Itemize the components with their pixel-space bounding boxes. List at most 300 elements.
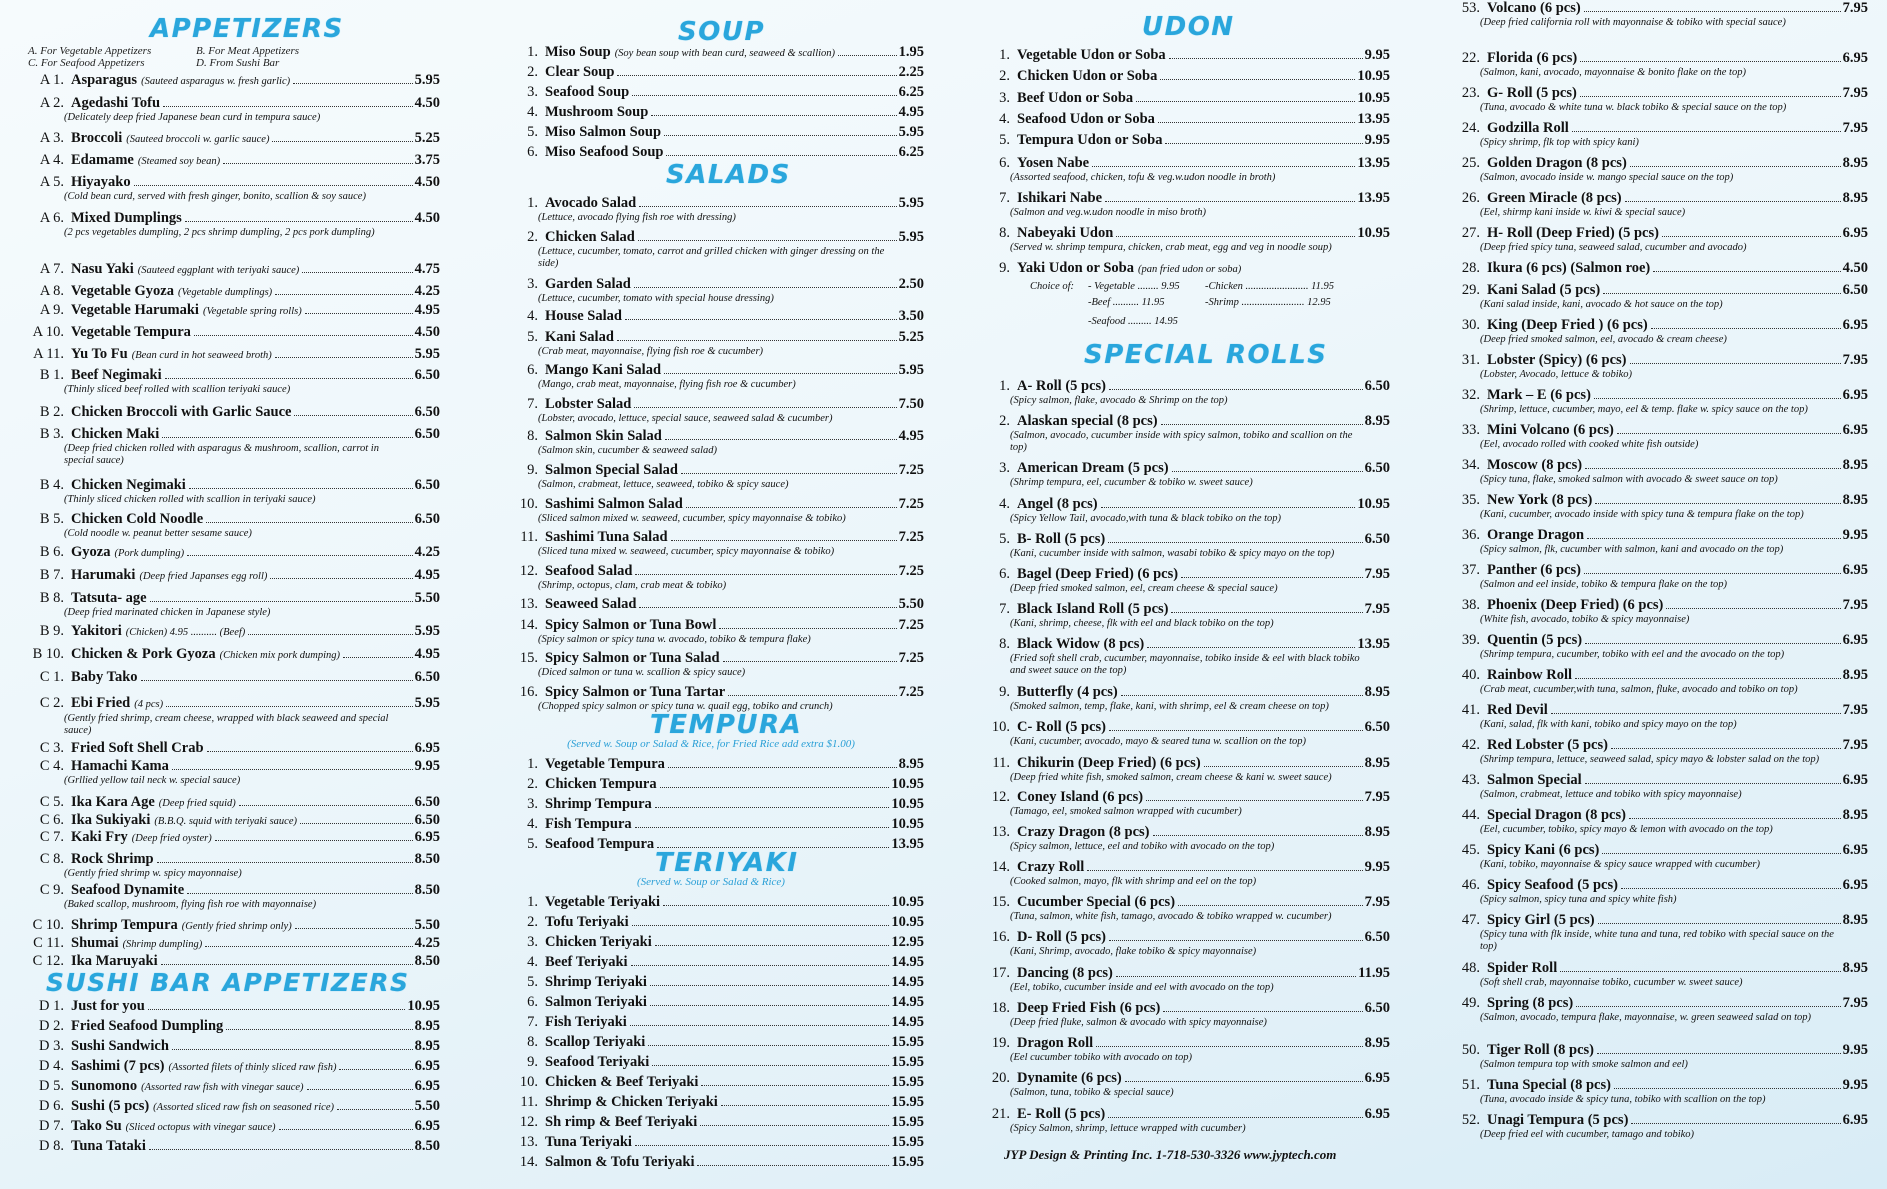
item-price: 6.95 <box>1842 1112 1868 1128</box>
dot-leader <box>1171 612 1362 613</box>
item-name: Gyoza <box>71 544 111 560</box>
item-price: 4.50 <box>1842 260 1868 276</box>
item-number: 14. <box>519 1154 538 1170</box>
item-name: Beef Teriyaki <box>545 954 628 970</box>
menu-item-line <box>20 72 440 90</box>
item-price: 5.25 <box>414 130 440 146</box>
item-description: (Diced salmon or tuna w. scallion & spicy sauce) <box>538 667 746 678</box>
menu-item-line <box>1440 260 1868 277</box>
item-description: (Gently fried shrimp, cream cheese, wrapped with black seaweed and special sauce) <box>64 713 389 736</box>
item-number: B 2. <box>39 404 64 420</box>
column-4 <box>1440 0 1868 1189</box>
item-number: 11. <box>992 755 1010 771</box>
item-number: A 3. <box>39 130 64 146</box>
item-name: Kaki Fry <box>71 829 128 845</box>
dot-leader <box>634 407 896 408</box>
item-name: Panther (6 pcs) <box>1487 562 1581 578</box>
choice-price: 11.95 <box>1141 297 1165 308</box>
item-name: Angel (8 pcs) <box>1017 496 1098 512</box>
item-name: Kani Salad (5 pcs) <box>1487 282 1601 298</box>
menu-item-ishikari-nabe <box>970 190 1390 219</box>
item-price: 6.50 <box>414 511 440 527</box>
legend-b: B. For Meat Appetizers <box>196 45 300 57</box>
dot-leader <box>1136 101 1355 102</box>
item-number: 1. <box>999 47 1010 63</box>
dot-leader <box>1096 1046 1363 1047</box>
item-description: (Salmon, crabmeat, lettuce and tobiko with spicy mayonnaise) <box>1480 789 1742 800</box>
menu-item-c-roll-5-pcs <box>970 719 1390 748</box>
item-number: 50. <box>1461 1042 1480 1058</box>
dot-leader <box>1653 271 1840 272</box>
item-description: (Shrimp, octopus, clam, crab meat & tobiko) <box>538 580 727 591</box>
menu-item-line <box>20 882 440 899</box>
menu-item-chicken-teriyaki <box>498 934 924 951</box>
menu-item-shumai <box>20 935 440 953</box>
item-number: 49. <box>1461 995 1480 1011</box>
item-price: 8.50 <box>414 953 440 969</box>
item-number: 51. <box>1461 1077 1480 1093</box>
menu-item-baby-tako <box>20 669 440 686</box>
dot-leader <box>272 141 412 142</box>
legend-a: A. For Vegetable Appetizers <box>28 45 152 57</box>
column-3 <box>970 0 1390 1189</box>
item-number: C 3. <box>39 740 64 756</box>
menu-item-line <box>20 511 440 528</box>
menu-item-line <box>20 152 440 170</box>
menu-item-sushi-sandwich <box>20 1038 440 1055</box>
item-note: (Sauteed eggplant with teriyaki sauce) <box>137 265 300 276</box>
dot-leader <box>134 185 413 186</box>
menu-item-red-devil <box>1440 702 1868 731</box>
item-name: Vegetable Teriyaki <box>545 894 661 910</box>
item-note: (Vegetable spring rolls) <box>202 306 302 317</box>
dot-leader <box>635 1145 889 1146</box>
item-name: Spring (8 pcs) <box>1487 995 1574 1011</box>
item-name: Red Devil <box>1487 702 1548 718</box>
item-number: 5. <box>527 836 538 852</box>
menu-item-kani-salad <box>498 329 924 358</box>
menu-item-line <box>970 636 1390 653</box>
menu-item-mango-kani-salad <box>498 362 924 391</box>
menu-item-line <box>20 324 440 341</box>
dot-leader <box>165 378 413 379</box>
menu-item-sashimi-salmon-salad <box>498 496 924 525</box>
item-description: (Salmon, crabmeat, lettuce, seaweed, tobiko & spicy sauce) <box>538 479 789 490</box>
item-name: Hamachi Kama <box>71 758 169 774</box>
dot-leader <box>660 787 890 788</box>
menu-item-line <box>1440 807 1868 824</box>
item-number: A 9. <box>39 302 64 318</box>
menu-item-line <box>970 68 1390 85</box>
item-price: 7.25 <box>898 563 924 579</box>
choice-label: Choice of: <box>1030 281 1075 292</box>
menu-item-line <box>970 531 1390 548</box>
section-title-special-rolls: SPECIAL ROLLS <box>1084 340 1328 370</box>
menu-item-yaki-udon-or-soba <box>970 260 1390 278</box>
dot-leader <box>1598 923 1841 924</box>
item-note: (Assorted filets of thinly sliced raw fish) <box>168 1062 337 1073</box>
menu-item-line <box>1440 120 1868 137</box>
dot-leader <box>617 340 897 341</box>
item-price: 6.50 <box>1364 929 1390 945</box>
menu-item-line <box>498 308 924 325</box>
dot-leader <box>1584 573 1841 574</box>
item-number: C 7. <box>39 829 64 845</box>
menu-item-vegetable-teriyaki <box>498 894 924 911</box>
item-note: (Pork dumpling) <box>114 548 185 559</box>
menu-item-fish-tempura <box>498 816 924 833</box>
menu-item-line <box>1440 1042 1868 1059</box>
item-number: C 12. <box>32 953 64 969</box>
item-number: 5. <box>999 531 1010 547</box>
item-price: 7.95 <box>1842 352 1868 368</box>
item-number: 29. <box>1461 282 1480 298</box>
menu-item-line <box>498 1054 924 1071</box>
dot-leader <box>1109 389 1363 390</box>
dot-leader <box>1163 1011 1362 1012</box>
item-name: Beef Negimaki <box>71 367 162 383</box>
item-name: Volcano (6 pcs) <box>1487 0 1581 16</box>
menu-item-kani-salad-5-pcs <box>1440 282 1868 311</box>
menu-item-chikurin-deep-fried-6-pcs <box>970 755 1390 784</box>
dot-leader <box>223 163 413 164</box>
item-price: 8.95 <box>1842 155 1868 171</box>
item-price: 6.95 <box>1842 50 1868 66</box>
item-price: 4.95 <box>414 302 440 318</box>
menu-item-dragon-roll <box>970 1035 1390 1064</box>
menu-item-salmon-and-tofu-teriyaki <box>498 1154 924 1171</box>
menu-item-just-for-you <box>20 998 440 1015</box>
menu-item-line <box>498 462 924 479</box>
dot-leader <box>194 335 413 336</box>
item-name: Butterfly (4 pcs) <box>1017 684 1118 700</box>
dot-leader <box>1087 870 1362 871</box>
item-number: 10. <box>519 1074 538 1090</box>
menu-item-quentin-5-pcs <box>1440 632 1868 661</box>
item-name: Tatsuta- age <box>71 590 147 606</box>
menu-item-line <box>1440 492 1868 509</box>
menu-item-line <box>970 225 1390 242</box>
menu-item-chicken-and-pork-gyoza <box>20 646 440 664</box>
item-number: 13. <box>519 596 538 612</box>
menu-item-line <box>1440 737 1868 754</box>
dot-leader <box>161 964 413 965</box>
menu-item-line <box>970 684 1390 701</box>
item-number: 15. <box>519 650 538 666</box>
item-number: 8. <box>527 1034 538 1050</box>
item-note: (Deep fried squid) <box>158 798 236 809</box>
menu-item-vegetable-tempura <box>20 324 440 341</box>
item-price: 6.50 <box>414 812 440 828</box>
menu-item-house-salad <box>498 308 924 325</box>
menu-item-line <box>498 796 924 813</box>
item-price: 9.95 <box>1364 47 1390 63</box>
menu-item-ebi-fried <box>20 695 440 736</box>
item-number: 38. <box>1461 597 1480 613</box>
item-number: 17. <box>991 965 1010 981</box>
item-price: 2.50 <box>898 276 924 292</box>
item-name: Orange Dragon <box>1487 527 1585 543</box>
item-description: (Cold noodle w. peanut better sesame sauce) <box>64 528 252 539</box>
item-price: 4.95 <box>898 428 924 444</box>
item-name: Yu To Fu <box>71 346 128 362</box>
menu-item-line <box>20 812 440 830</box>
item-description: (Deep fried eel with cucumber, tamago and tobiko) <box>1480 1129 1695 1140</box>
item-name: Avocado Salad <box>545 195 637 211</box>
item-number: A 11. <box>33 346 64 362</box>
item-name: Mango Kani Salad <box>545 362 662 378</box>
item-name: Miso Soup <box>545 44 611 60</box>
menu-item-line <box>20 935 440 953</box>
menu-item-nabeyaki-udon <box>970 225 1390 254</box>
item-description: (Spicy shrimp, flk top with spicy kani) <box>1480 137 1639 148</box>
menu-item-tuna-tataki <box>20 1138 440 1155</box>
menu-item-line <box>498 144 924 161</box>
item-name: Broccoli <box>71 130 123 146</box>
item-number: 3. <box>527 796 538 812</box>
dot-leader <box>1576 1006 1840 1007</box>
item-number: 7. <box>999 190 1010 206</box>
item-price: 10.95 <box>891 816 924 832</box>
item-name: Vegetable Tempura <box>71 324 191 340</box>
item-number: 27. <box>1461 225 1480 241</box>
item-price: 15.95 <box>891 1134 924 1150</box>
dot-leader <box>655 807 890 808</box>
item-name: Clear Soup <box>545 64 615 80</box>
menu-item-spicy-seafood-5-pcs <box>1440 877 1868 906</box>
item-price: 7.95 <box>1364 789 1390 805</box>
menu-item-line <box>20 590 440 607</box>
item-number: 16. <box>991 929 1010 945</box>
item-price: 6.50 <box>1364 719 1390 735</box>
item-description: (Spicy tuna with flk inside, white tuna and tuna, red tobiko with special sauce on the top) <box>1480 929 1834 952</box>
item-description: (Sliced tuna mixed w. seaweed, cucumber, spicy mayonnaise & tobiko) <box>538 546 835 557</box>
item-price: 6.25 <box>898 144 924 160</box>
item-description: (Crab meat, cucumber,with tuna, salmon, fluke, avocado and tobiko on top) <box>1480 684 1798 695</box>
menu-item-tempura-udon-or-soba <box>970 132 1390 149</box>
menu-item-butterfly-4-pcs <box>970 684 1390 713</box>
menu-item-line <box>20 1138 440 1155</box>
menu-item-line <box>498 229 924 246</box>
menu-item-line <box>1440 702 1868 719</box>
item-number: 28. <box>1461 260 1480 276</box>
item-price: 6.95 <box>414 829 440 845</box>
item-number: 16. <box>519 684 538 700</box>
menu-item-d-roll-5-pcs <box>970 929 1390 958</box>
item-note: (Vegetable dumplings) <box>177 287 273 298</box>
item-description: (Deep fried smoked salmon, eel, cream cheese & special sauce) <box>1010 583 1278 594</box>
item-price: 4.25 <box>414 283 440 299</box>
item-number: 12. <box>519 1114 538 1130</box>
menu-item-spicy-salmon-or-tuna-bowl <box>498 617 924 646</box>
item-description: (Delicately deep fried Japanese bean curd in tempura sauce) <box>64 112 321 123</box>
menu-item-line <box>1440 912 1868 929</box>
menu-item-angel-8-pcs <box>970 496 1390 525</box>
item-description: (Spicy salmon, lettuce, eel and tobiko with avocado on the top) <box>1010 841 1275 852</box>
menu-item-line <box>498 596 924 613</box>
dot-leader <box>206 522 412 523</box>
item-price: 8.95 <box>1842 667 1868 683</box>
item-description: (Tuna, salmon, white fish, tamago, avocado & tobiko wrapped w. cucumber) <box>1010 911 1332 922</box>
item-name: Sashimi Salmon Salad <box>545 496 683 512</box>
item-name: New York (8 pcs) <box>1487 492 1593 508</box>
dot-leader <box>215 840 413 841</box>
menu-item-line <box>1440 632 1868 649</box>
menu-item-yosen-nabe <box>970 155 1390 184</box>
dot-leader <box>648 1045 889 1046</box>
dot-leader <box>664 135 897 136</box>
item-description: (Deep fried smoked salmon, eel, avocado & cream cheese) <box>1480 334 1727 345</box>
dot-leader <box>728 695 896 696</box>
dot-leader <box>663 905 889 906</box>
item-price: 8.95 <box>1842 807 1868 823</box>
item-description: (Crab meat, mayonnaise, flying fish roe & cucumber) <box>538 346 764 357</box>
item-name: Just for you <box>71 998 145 1014</box>
item-note: (Deep fried oyster) <box>131 833 212 844</box>
menu-item-seafood-teriyaki <box>498 1054 924 1071</box>
menu-item-line <box>970 260 1390 278</box>
menu-item-cucumber-special-6-pcs <box>970 894 1390 923</box>
dot-leader <box>1662 236 1841 237</box>
item-price: 3.50 <box>898 308 924 324</box>
item-price: 6.50 <box>414 367 440 383</box>
item-name: Tempura Udon or Soba <box>1017 132 1163 148</box>
menu-item-mark-e-6-pcs <box>1440 387 1868 416</box>
item-name: Red Lobster (5 pcs) <box>1487 737 1608 753</box>
dot-leader <box>719 628 896 629</box>
menu-item-h-roll-deep-fried-5-pcs <box>1440 225 1868 254</box>
choice-shrimp: -Shrimp ........................ 12.95 <box>1205 297 1331 308</box>
menu-item-line <box>970 789 1390 806</box>
menu-item-line <box>498 650 924 667</box>
item-number: C 10. <box>32 917 64 933</box>
item-number: 53. <box>1461 0 1480 16</box>
item-name: Florida (6 pcs) <box>1487 50 1578 66</box>
menu-item-green-miracle-8-pcs <box>1440 190 1868 219</box>
menu-item-miso-soup <box>498 44 924 62</box>
item-description: (Baked scallop, mushroom, flying fish roe with mayonnaise) <box>64 899 317 910</box>
item-price: 7.25 <box>898 650 924 666</box>
menu-item-seafood-soup <box>498 84 924 101</box>
menu-item-hiyayako <box>20 174 440 203</box>
choice-beef: -Beef .......... 11.95 <box>1088 297 1165 308</box>
menu-item-spring-8-pcs <box>1440 995 1868 1024</box>
menu-item-line <box>498 617 924 634</box>
item-name: Bagel (Deep Fried) (6 pcs) <box>1017 566 1179 582</box>
item-price: 6.95 <box>1842 225 1868 241</box>
menu-item-line <box>970 1000 1390 1017</box>
item-name: Spicy Seafood (5 pcs) <box>1487 877 1618 893</box>
dot-leader <box>1560 971 1840 972</box>
item-name: Ika Maruyaki <box>71 953 158 969</box>
item-price: 5.95 <box>414 346 440 362</box>
dot-leader <box>635 574 896 575</box>
item-description: (Salmon skin, cucumber & seaweed salad) <box>538 445 718 456</box>
dot-leader <box>1160 79 1355 80</box>
dot-leader <box>1580 61 1840 62</box>
item-number: D 4. <box>39 1058 64 1074</box>
item-note: (Steamed soy bean) <box>137 156 221 167</box>
dot-leader <box>1105 201 1355 202</box>
menu-item-king-deep-fried-6-pcs <box>1440 317 1868 346</box>
dot-leader <box>632 95 896 96</box>
item-name: Godzilla Roll <box>1487 120 1569 136</box>
menu-item-spicy-salmon-or-tuna-tartar <box>498 684 924 713</box>
dot-leader <box>1595 503 1840 504</box>
dot-leader <box>1116 976 1356 977</box>
menu-item-line <box>970 132 1390 149</box>
menu-item-asparagus <box>20 72 440 90</box>
item-description: (Salmon and veg.w.udon noodle in miso broth) <box>1010 207 1206 218</box>
dot-leader <box>1551 713 1841 714</box>
item-name: Seafood Salad <box>545 563 633 579</box>
item-number: C 8. <box>39 851 64 867</box>
dot-leader <box>1597 1053 1841 1054</box>
dot-leader <box>163 106 413 107</box>
item-number: 4. <box>527 954 538 970</box>
item-price: 15.95 <box>891 1154 924 1170</box>
item-description: (Cooked salmon, mayo, flk with shrimp and eel on the top) <box>1010 876 1257 887</box>
dot-leader <box>302 272 412 273</box>
item-number: 2. <box>999 68 1010 84</box>
item-price: 6.50 <box>1364 378 1390 394</box>
dot-leader <box>1101 507 1356 508</box>
item-number: 42. <box>1461 737 1480 753</box>
menu-item-line <box>20 404 440 421</box>
item-number: 20. <box>991 1070 1010 1086</box>
item-description: (Eel, cucumber, tobiko, spicy mayo & lemon with avocado on the top) <box>1480 824 1773 835</box>
item-number: 9. <box>527 462 538 478</box>
item-name: Yosen Nabe <box>1017 155 1090 171</box>
item-name: Spicy Salmon or Tuna Tartar <box>545 684 726 700</box>
item-price: 6.50 <box>1364 1000 1390 1016</box>
item-description: (Eel, shirmp kani inside w. kiwi & special sauce) <box>1480 207 1686 218</box>
dot-leader <box>1614 1088 1841 1089</box>
item-number: 1. <box>527 894 538 910</box>
item-number: 22. <box>1461 50 1480 66</box>
item-number: B 8. <box>39 590 64 606</box>
item-name: Chicken Maki <box>71 426 160 442</box>
item-name: Tiger Roll (8 pcs) <box>1487 1042 1595 1058</box>
item-name: B- Roll (5 pcs) <box>1017 531 1106 547</box>
item-price: 6.95 <box>1842 632 1868 648</box>
dot-leader <box>701 1085 889 1086</box>
item-description: (Kani, salad, flk with kani, tobiko and spicy mayo on the top) <box>1480 719 1737 730</box>
menu-item-clear-soup <box>498 64 924 81</box>
menu-item-line <box>970 413 1390 430</box>
item-description: (Smoked salmon, temp, flake, kani, with shrimp, eel & cream cheese on top) <box>1010 701 1329 712</box>
menu-item-dancing-8-pcs <box>970 965 1390 994</box>
section-title-salads: SALADS <box>666 160 791 190</box>
menu-item-line <box>498 914 924 931</box>
menu-item-golden-dragon-8-pcs <box>1440 155 1868 184</box>
menu-item-vegetable-tempura <box>498 756 924 773</box>
item-price: 8.95 <box>414 1038 440 1054</box>
item-number: 4. <box>527 308 538 324</box>
item-name: Edamame <box>71 152 134 168</box>
menu-item-a-roll-5-pcs <box>970 378 1390 407</box>
item-number: 36. <box>1461 527 1480 543</box>
menu-item-line <box>20 346 440 364</box>
item-number: A 1. <box>39 72 64 88</box>
item-name: Spicy Salmon or Tuna Bowl <box>545 617 717 633</box>
item-number: 21. <box>991 1106 1010 1122</box>
choice-price: 9.95 <box>1161 281 1180 292</box>
menu-item-chicken-cold-noodle <box>20 511 440 540</box>
menu-item-line <box>498 894 924 911</box>
item-number: 8. <box>999 636 1010 652</box>
item-name: Seafood Udon or Soba <box>1017 111 1155 127</box>
